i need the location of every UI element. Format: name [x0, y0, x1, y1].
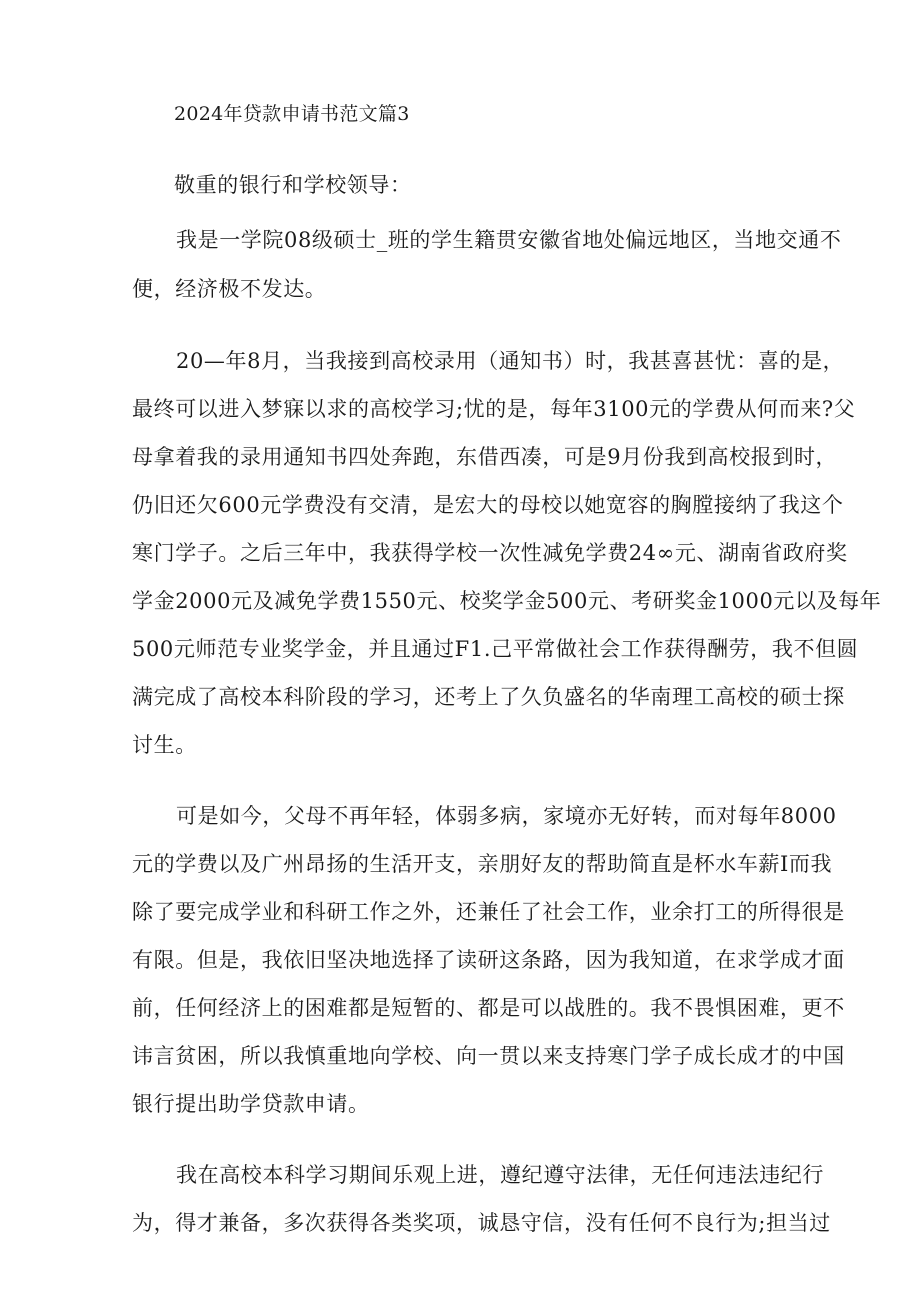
- text-line: 20—年8月，当我接到高校录用（通知书）时，我甚喜甚忧：喜的是，: [176, 349, 845, 373]
- text-line: 便，经济极不发达。: [132, 277, 327, 301]
- text-line: 讨生。: [132, 733, 197, 757]
- text-line: 为，得才兼备，多次获得各类奖项，诚恳守信，没有任何不良行为;担当过: [132, 1211, 831, 1235]
- text-line: 可是如今，父母不再年轻，体弱多病，家境亦无好转，而对每年8000: [176, 804, 837, 828]
- text-line: 银行提出助学贷款申请。: [132, 1092, 370, 1116]
- salutation: 敬重的银行和学校领导：: [174, 173, 412, 197]
- text-line: 仍旧还欠600元学费没有交清，是宏大的母校以她宽容的胸膛接纳了我这个: [132, 493, 844, 517]
- text-line: 我是一学院08级硕士_班的学生籍贯安徽省地处偏远地区，当地交通不: [176, 228, 842, 252]
- text-line: 最终可以进入梦寐以求的高校学习;忧的是，每年3100元的学费从何而来?父: [132, 397, 856, 421]
- text-line: 学金2000元及减免学费1550元、校奖学金500元、考研奖金1000元以及每年: [132, 589, 882, 613]
- text-line: 母拿着我的录用通知书四处奔跑，东借西凑，可是9月份我到高校报到时，: [132, 445, 838, 469]
- text-line: 元的学费以及广州昂扬的生活开支，亲朋好友的帮助简直是杯水车薪I而我: [132, 852, 833, 876]
- document-title: 2024年贷款申请书范文篇3: [174, 103, 410, 125]
- text-line: 500元师范专业奖学金，并且通过F1.己平常做社会工作获得酬劳，我不但圆: [132, 637, 859, 661]
- text-line: 除了要完成学业和科研工作之外，还兼任了社会工作，业余打工的所得很是: [132, 900, 845, 924]
- text-line: 寒门学子。之后三年中，我获得学校一次性减免学费24∞元、湖南省政府奖: [132, 541, 848, 565]
- text-line: 前，任何经济上的困难都是短暂的、都是可以战胜的。我不畏惧困难，更不: [132, 996, 845, 1020]
- text-line: 我在高校本科学习期间乐观上进，遵纪遵守法律，无任何违法违纪行: [176, 1163, 824, 1187]
- text-line: 讳言贫困，所以我慎重地向学校、向一贯以来支持寒门学子成长成才的中国: [132, 1044, 845, 1068]
- text-line: 有限。但是，我依旧坚决地选择了读研这条路，因为我知道，在求学成才面: [132, 948, 845, 972]
- text-line: 满完成了高校本科阶段的学习，还考上了久负盛名的华南理工高校的硕士探: [132, 685, 845, 709]
